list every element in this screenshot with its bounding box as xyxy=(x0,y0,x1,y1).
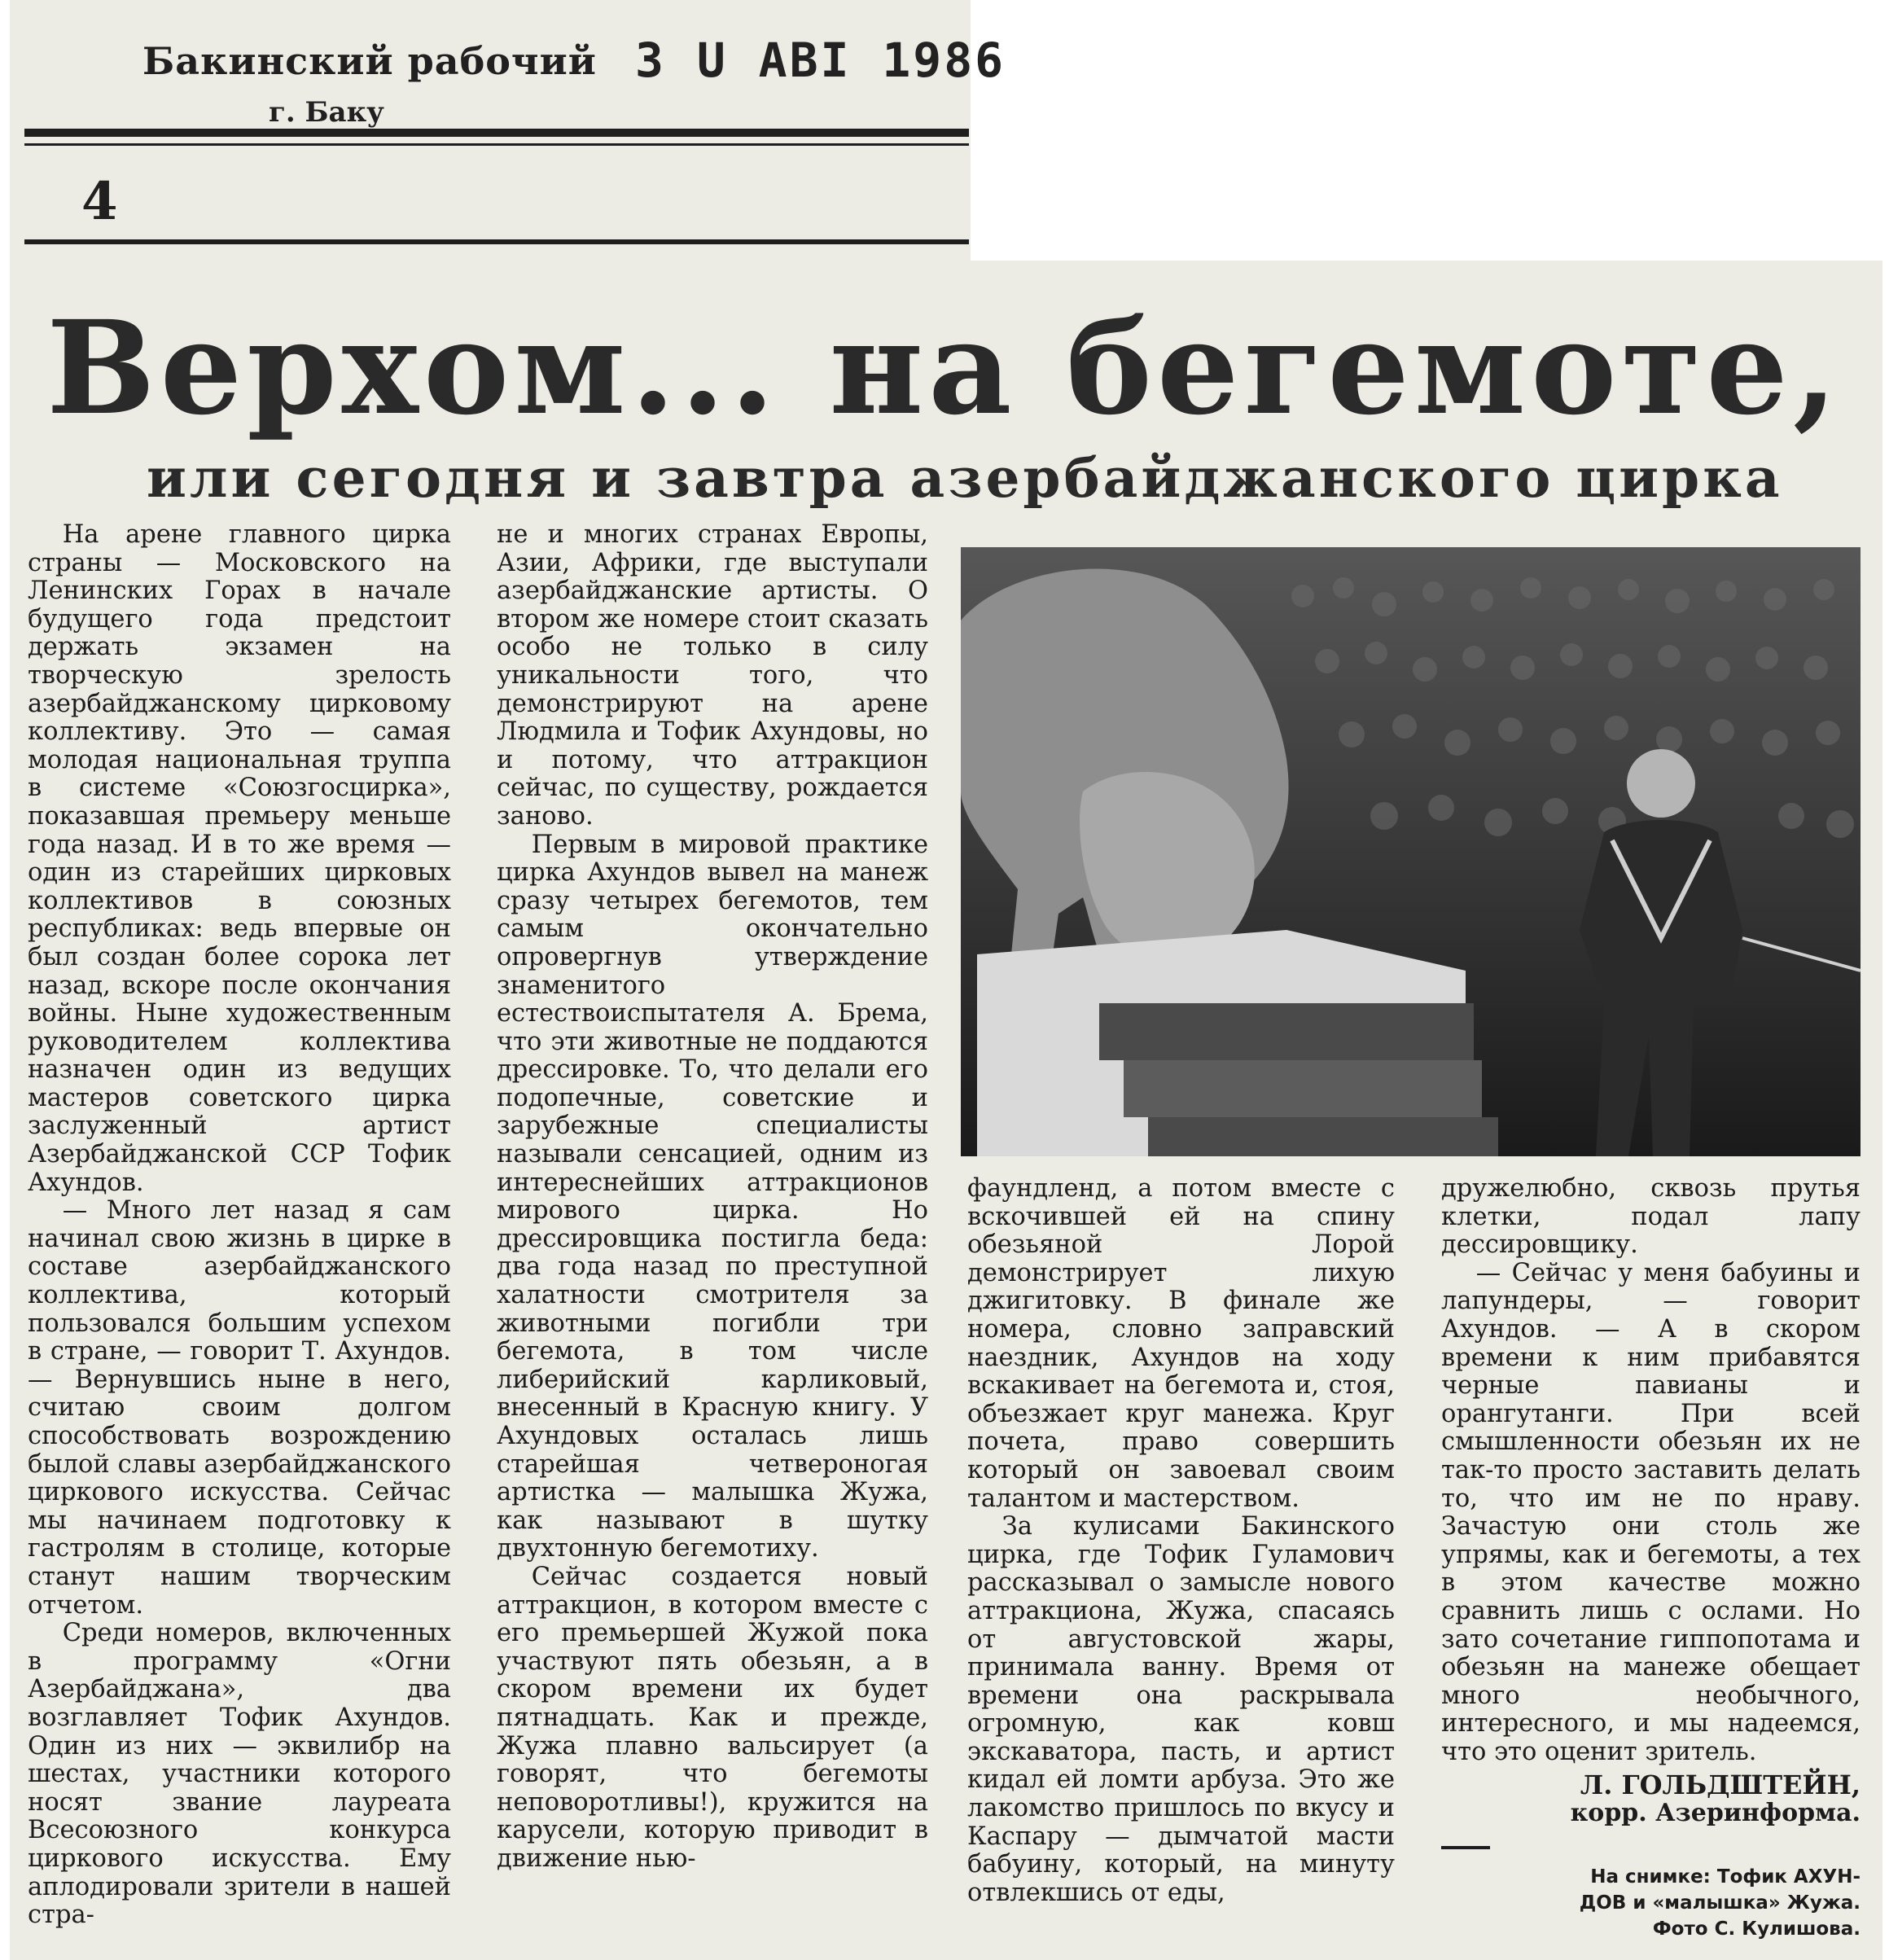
article-column-3 xyxy=(967,1175,1395,1907)
article-column-2 xyxy=(497,521,928,1874)
article-headline: Верхом... на бегемоте, xyxy=(46,293,1843,444)
author-name: Л. ГОЛЬДШТЕЙН, xyxy=(1580,1769,1861,1801)
paragraph: не и многих странах Европы, Азии, Африки, где выступали азербайджанские артисты. О втором же номере стоит сказать особо не только в силу уникальности того, что демонстрируют на арене Людмила и Тофик Ахундовы, но и потому, что аттракцион сейчас, по существу, рождается заново. xyxy=(497,520,928,831)
photo-credit: Фото С. Кулишова. xyxy=(1652,1918,1861,1940)
pedestal-step-1 xyxy=(1099,1003,1474,1060)
paragraph: фаундленд, а потом вместе с вскочившей ей на спину обезьяной Лорой демонстрирует лихую джигитовку. В финале же номера, словно заправский наездник, Ахундов на ходу вскакивает на бегемота и, стоя, объезжает круг манежа. Круг почета, право совершить который он завоевал своим талантом и мастерством. xyxy=(967,1174,1395,1513)
date-stamp: 3 U ABI 1986 xyxy=(635,33,1006,88)
newspaper-name: Бакинский рабочий xyxy=(142,39,597,83)
masthead-rule-thin xyxy=(24,143,969,146)
pedestal-step-3 xyxy=(1148,1117,1498,1156)
page-number: 4 xyxy=(81,171,118,232)
paragraph: За кулисами Бакинского цирка, где Тофик Гуламович рассказывал о замысле нового аттракциона, Жужа, спасаясь от августовской жары, принимала ванну. Время от времени она раскрывала огромную, как ковш экскаватора, пасть, и артист кидал ей ломти арбуза. Это же лакомство пришлось по вкусу и Каспару — дымчатой масти бабуину, который, на минуту отвлекшись от еды, xyxy=(967,1512,1395,1907)
newspaper-city: г. Баку xyxy=(269,96,384,129)
caption-line: ДОВ и «малышка» Жужа. xyxy=(1579,1892,1861,1914)
photo-caption xyxy=(1441,1864,1861,1942)
caption-line: На снимке: Тофик АХУН- xyxy=(1590,1866,1861,1888)
pedestal-step-2 xyxy=(1124,1060,1482,1117)
trainer-head xyxy=(1627,749,1695,818)
paragraph: Первым в мировой практике цирка Ахундов вывел на манеж сразу четырех бегемотов, тем самым окончательно опровергнув утверждение знаменитого естествоиспытателя А. Брема, что эти животные не поддаются дрессировке. То, что делали его подопечные, советские и зарубежные специалисты называли сенсацией, одним из интереснейших аттракционов мирового цирка. Но дрессировщика постигла беда: два года назад по преступной халатности смотрителя за животными погибли три бегемота, в том числе либерийский карликовый, внесенный в Красную книгу. У Ахундовых осталась лишь старейшая четвероногая артистка — малышка Жужа, как называют в шутку двухтонную бегемотиху. xyxy=(497,830,928,1563)
photo-hippo-and-trainer xyxy=(961,547,1861,1156)
article-subheadline: или сегодня и завтра азербайджанского цирка xyxy=(147,446,1783,510)
masthead-rule xyxy=(24,129,969,137)
article-column-1 xyxy=(28,521,451,1930)
paragraph: — Много лет назад я сам начинал свою жизнь в цирке в составе азербайджанского коллектива, который пользовался большим успехом в стране, — говорит Т. Ахундов. — Вернувшись ныне в него, считаю своим долгом способствовать возрождению былой славы азербайджанского циркового искусства. Сейчас мы начинаем подготовку к гастролям в столице, которые станут нашим творческим отчетом. xyxy=(28,1196,451,1620)
caption-rule xyxy=(1441,1846,1490,1849)
page-rule xyxy=(24,239,969,244)
paragraph: На арене главного цирка страны — Московского на Ленинских Горах в начале будущего года предстоит держать экзамен на творческую зрелость азербайджанскому цирковому коллективу. Это — самая молодая национальная труппа в системе «Союзгосцирка», показавшая премьеру меньше года назад. И в то же время — один из старейших цирковых коллективов в союзных республиках: ведь впервые он был создан более сорока лет назад, вскоре после окончания войны. Ныне художественным руководителем коллектива назначен один из ведущих мастеров советского цирка заслуженный артист Азербайджанской ССР Тофик Ахундов. xyxy=(28,520,451,1197)
paragraph: дружелюбно, сквозь прутья клетки, подал лапу дессировщику. xyxy=(1441,1174,1861,1260)
paragraph: Сейчас создается новый аттракцион, в котором вместе с его премьершей Жужой пока участвуют пять обезьян, а в скором времени их будет пятнадцать. Как и прежде, Жужа плавно вальсирует (а говорят, что бегемоты неповоротливы!), кружится на карусели, которую приводит в движение нью- xyxy=(497,1562,928,1873)
paragraph: Среди номеров, включенных в программу «Огни Азербайджана», два возглавляет Тофик Ахундов. Один из них — эквилибр на шестах, участники которого носят звание лауреата Всесоюзного конкурса циркового искусства. Ему аплодировали зрители в нашей стра- xyxy=(28,1619,451,1930)
paragraph: — Сейчас у меня бабуины и лапундеры, — говорит Ахундов. — А в скором времени к ним прибавятся черные павианы и орангутанги. При всей смышленности обезьян их не так-то просто заставить делать то, что им не по нраву. Зачастую они столь же упрямы, как и бегемоты, а тех в этом качестве можно сравнить лишь с ослами. Но зато сочетание гиппопотама и обезьян на манеже обещает много необычного, интересного, и мы надеемся, что это оценит зритель. xyxy=(1441,1258,1861,1766)
photo-illustration xyxy=(961,547,1861,1156)
article-column-4 xyxy=(1441,1175,1861,1942)
author-role: корр. Азеринформа. xyxy=(1570,1799,1861,1828)
